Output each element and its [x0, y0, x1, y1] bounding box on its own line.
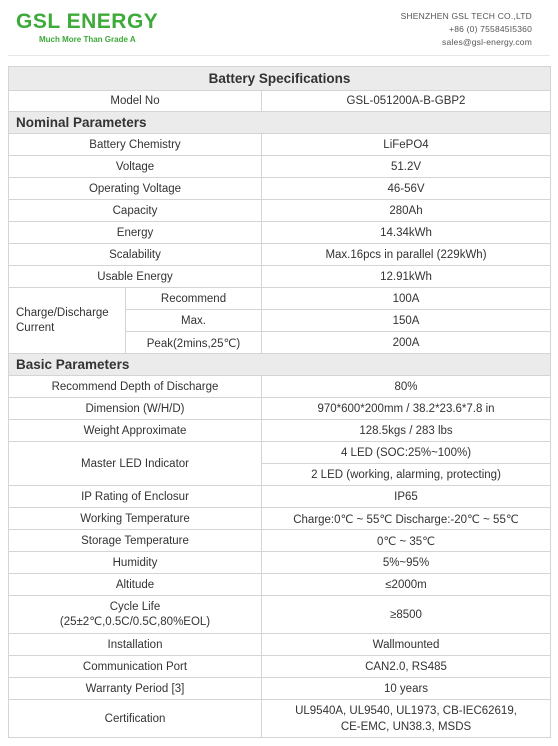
company-logo [16, 10, 158, 44]
spec-sublabel: Peak(2mins,25℃) [126, 332, 262, 354]
spec-label [9, 596, 262, 634]
spec-label: Altitude [9, 574, 262, 596]
table-title-row [9, 67, 551, 91]
spec-value: CAN2.0, RS485 [262, 656, 551, 678]
spec-label: Humidity [9, 552, 262, 574]
spec-label: Working Temperature [9, 508, 262, 530]
contact-phone: +86 (0) 755845I5360 [449, 24, 532, 34]
spec-value: 970*600*200mm / 38.2*23.6*7.8 in [262, 398, 551, 420]
section-heading-nominal: Nominal Parameters [9, 112, 551, 134]
spec-label: Certification [9, 700, 262, 738]
spec-label: Scalability [9, 244, 262, 266]
spec-value: ≥8500 [262, 596, 551, 634]
spec-value: 2 LED (working, alarming, protecting) [262, 464, 551, 486]
spec-value: 14.34kWh [262, 222, 551, 244]
spec-label: Capacity [9, 200, 262, 222]
table-row [9, 656, 551, 678]
table-row [9, 200, 551, 222]
spec-label: Installation [9, 634, 262, 656]
spec-value [262, 700, 551, 738]
logo-title: GSL ENERGY [16, 10, 159, 33]
contact-block [401, 10, 532, 49]
table-row [9, 634, 551, 656]
spec-value: LiFePO4 [262, 134, 551, 156]
table-row [9, 91, 551, 112]
spec-label: Model No [9, 91, 262, 112]
cycle-label-line: Cycle Life [109, 600, 161, 613]
table-row [9, 244, 551, 266]
spec-value: 280Ah [262, 200, 551, 222]
cert-line: UL9540A, UL9540, UL1973, CB-IEC62619, [295, 704, 517, 717]
spec-sublabel: Max. [126, 310, 262, 332]
table-row [9, 486, 551, 508]
spec-value: Charge:0℃ ~ 55℃ Discharge:-20℃ ~ 55℃ [262, 508, 551, 530]
table-row [9, 508, 551, 530]
spec-label: Warranty Period [3] [9, 678, 262, 700]
table-row [9, 700, 551, 738]
table-row [9, 134, 551, 156]
spec-label: Energy [9, 222, 262, 244]
contact-company: SHENZHEN GSL TECH CO.,LTD [400, 11, 532, 21]
table-row [9, 266, 551, 288]
spec-label: IP Rating of Enclosur [9, 486, 262, 508]
table-row [9, 574, 551, 596]
spec-value: 150A [262, 310, 551, 332]
spec-value: 128.5kgs / 283 lbs [262, 420, 551, 442]
spec-label: Master LED Indicator [9, 442, 262, 486]
header-divider [8, 55, 550, 56]
table-row [9, 156, 551, 178]
spec-value: Max.16pcs in parallel (229kWh) [262, 244, 551, 266]
spec-value: 0℃ ~ 35℃ [262, 530, 551, 552]
spec-value: GSL-051200A-B-GBP2 [262, 91, 551, 112]
table-row [9, 552, 551, 574]
section-row [9, 112, 551, 134]
spec-value: IP65 [262, 486, 551, 508]
spec-value: 100A [262, 288, 551, 310]
spec-label-current: Charge/Discharge Current [9, 288, 126, 354]
spec-label: Operating Voltage [9, 178, 262, 200]
spec-value: 4 LED (SOC:25%~100%) [262, 442, 551, 464]
logo-tagline: Much More Than Grade A [39, 35, 136, 44]
cert-line: CE-EMC, UN38.3, MSDS [340, 720, 472, 733]
cycle-label-condition: (25±2℃,0.5C/0.5C,80%EOL) [59, 615, 211, 628]
table-row [9, 398, 551, 420]
spec-value: 80% [262, 376, 551, 398]
table-row [9, 420, 551, 442]
table-title: Battery Specifications [9, 67, 551, 91]
spec-value: 51.2V [262, 156, 551, 178]
table-row [9, 442, 551, 464]
spec-value: 5%~95% [262, 552, 551, 574]
spec-label: Weight Approximate [9, 420, 262, 442]
spec-label: Battery Chemistry [9, 134, 262, 156]
spec-value: 200A [262, 332, 551, 354]
spec-label: Usable Energy [9, 266, 262, 288]
spec-label: Communication Port [9, 656, 262, 678]
spec-label: Recommend Depth of Discharge [9, 376, 262, 398]
spec-value: 10 years [262, 678, 551, 700]
section-row [9, 354, 551, 376]
spec-value: 46-56V [262, 178, 551, 200]
section-heading-basic: Basic Parameters [9, 354, 551, 376]
table-row [9, 178, 551, 200]
spec-label: Storage Temperature [9, 530, 262, 552]
spec-label: Voltage [9, 156, 262, 178]
table-row [9, 222, 551, 244]
spec-sublabel: Recommend [126, 288, 262, 310]
table-row [9, 376, 551, 398]
spec-value: ≤2000m [262, 574, 551, 596]
table-row [9, 596, 551, 634]
contact-email[interactable]: sales@gsl-energy.com [442, 37, 532, 47]
spec-value: Wallmounted [262, 634, 551, 656]
spec-label: Dimension (W/H/D) [9, 398, 262, 420]
spec-table [8, 66, 551, 738]
spec-value: 12.91kWh [262, 266, 551, 288]
table-row [9, 288, 551, 310]
table-row [9, 678, 551, 700]
table-row [9, 530, 551, 552]
